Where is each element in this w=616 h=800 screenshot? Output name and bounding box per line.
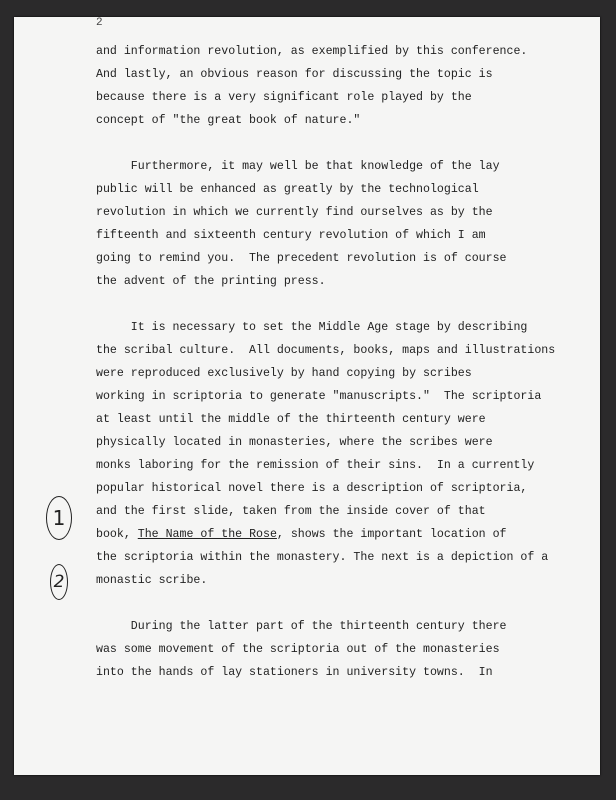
text-line: the advent of the printing press. [96,275,326,288]
text-line: were reproduced exclusively by hand copying by scribes [96,367,472,380]
text-line: into the hands of lay stationers in university towns. In [96,666,493,679]
text-line: at least until the middle of the thirteenth century were [96,413,486,426]
text-line: Furthermore, it may well be that knowledge of the lay [96,160,500,173]
text-line: the scribal culture. All documents, books, maps and illustrations [96,344,556,357]
paragraph-4 [96,615,555,684]
text-line: concept of "the great book of nature." [96,114,361,127]
handwritten-circled-mark-1: 1 [46,496,72,540]
text-line: fifteenth and sixteenth century revolution of which I am [96,229,486,242]
page-number: 2 [96,17,103,29]
paragraph-3 [96,316,555,592]
paragraph-1 [96,40,555,132]
text-line: because there is a very significant role played by the [96,91,472,104]
text-line: monastic scribe. [96,574,208,587]
text-line: going to remind you. The precedent revolution is of course [96,252,507,265]
book-title: The Name of the Rose [137,528,277,541]
paragraph-2 [96,155,555,293]
text-line: working in scriptoria to generate "manuscripts." The scriptoria [96,390,542,403]
text-line: physically located in monasteries, where the scribes were [96,436,493,449]
text-line: public will be enhanced as greatly by the technological [96,183,479,196]
text-line: It is necessary to set the Middle Age stage by describing [96,321,528,334]
text-line: monks laboring for the remission of their sins. In a currently [96,459,535,472]
text-line-book-title [96,523,555,546]
text-line: revolution in which we currently find ourselves as by the [96,206,493,219]
text-line: During the latter part of the thirteenth century there [96,620,507,633]
text-line: and the first slide, taken from the inside cover of that [96,505,486,518]
text: , shows the important location of [276,528,507,541]
text-line: was some movement of the scriptoria out of the monasteries [96,643,500,656]
text-line: and information revolution, as exemplified by this conference. [96,45,528,58]
document-body [96,40,555,684]
text: book, [96,528,138,541]
text-line: And lastly, an obvious reason for discussing the topic is [96,68,493,81]
text-line: the scriptoria within the monastery. The next is a depiction of a [96,551,549,564]
text-line: popular historical novel there is a description of scriptoria, [96,482,528,495]
handwritten-circled-mark-2: 2 [50,564,68,600]
